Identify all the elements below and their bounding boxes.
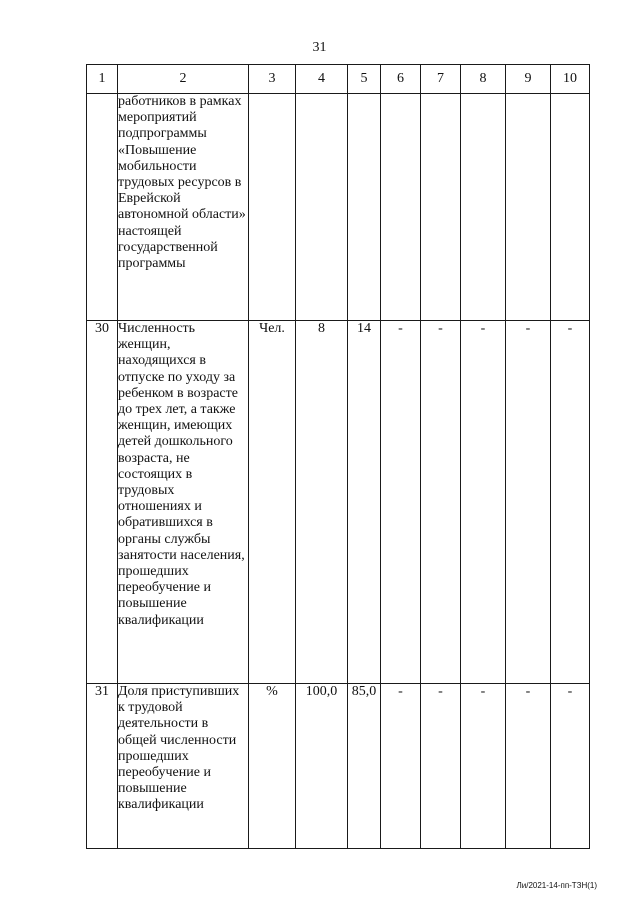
document-code: Ли/2021-14-пп-ТЗН(1) (516, 881, 597, 890)
unit-cell (249, 94, 296, 321)
unit-cell: % (249, 684, 296, 849)
value-cell: 14 (348, 321, 381, 684)
value-cell: 100,0 (296, 684, 348, 849)
row-number: 30 (87, 321, 118, 684)
value-cell: - (551, 684, 590, 849)
column-header: 10 (551, 65, 590, 94)
column-header: 6 (381, 65, 421, 94)
value-cell: - (551, 321, 590, 684)
value-cell (381, 94, 421, 321)
column-header: 9 (506, 65, 551, 94)
column-header: 5 (348, 65, 381, 94)
indicator-description: работников в рамках мероприятий подпрограммы «Повышение мобильности трудовых ресурсов в Еврейской автономной области» настоящей государственной программы (118, 94, 249, 321)
column-header: 4 (296, 65, 348, 94)
value-cell (296, 94, 348, 321)
value-cell: - (381, 684, 421, 849)
page-number: 31 (312, 40, 327, 55)
value-cell: - (461, 321, 506, 684)
indicator-description: Численность женщин, находящихся в отпуске по уходу за ребенком в возрасте до трех лет, а также женщин, имеющих детей дошкольного возраста, не состоящих в трудовых отношениях и обратившихся в органы службы занятости населения, прошедших переобучение и повышение квалификации (118, 321, 249, 684)
value-cell (506, 94, 551, 321)
table-row (87, 321, 590, 684)
column-header: 3 (249, 65, 296, 94)
row-number: 31 (87, 684, 118, 849)
value-cell: - (421, 321, 461, 684)
value-cell (348, 94, 381, 321)
column-header: 8 (461, 65, 506, 94)
table-row (87, 94, 590, 321)
unit-cell: Чел. (249, 321, 296, 684)
value-cell: - (421, 684, 461, 849)
indicators-table (86, 64, 590, 849)
value-cell: - (381, 321, 421, 684)
value-cell: - (506, 321, 551, 684)
value-cell: - (461, 684, 506, 849)
column-header: 1 (87, 65, 118, 94)
column-header: 7 (421, 65, 461, 94)
value-cell (421, 94, 461, 321)
indicator-description: Доля приступивших к трудовой деятельности в общей численности прошедших переобучение и повышение квалификации (118, 684, 249, 849)
value-cell (461, 94, 506, 321)
table-row (87, 684, 590, 849)
value-cell: 8 (296, 321, 348, 684)
row-number (87, 94, 118, 321)
table-header-row (87, 65, 590, 94)
value-cell: 85,0 (348, 684, 381, 849)
value-cell (551, 94, 590, 321)
column-header: 2 (118, 65, 249, 94)
value-cell: - (506, 684, 551, 849)
